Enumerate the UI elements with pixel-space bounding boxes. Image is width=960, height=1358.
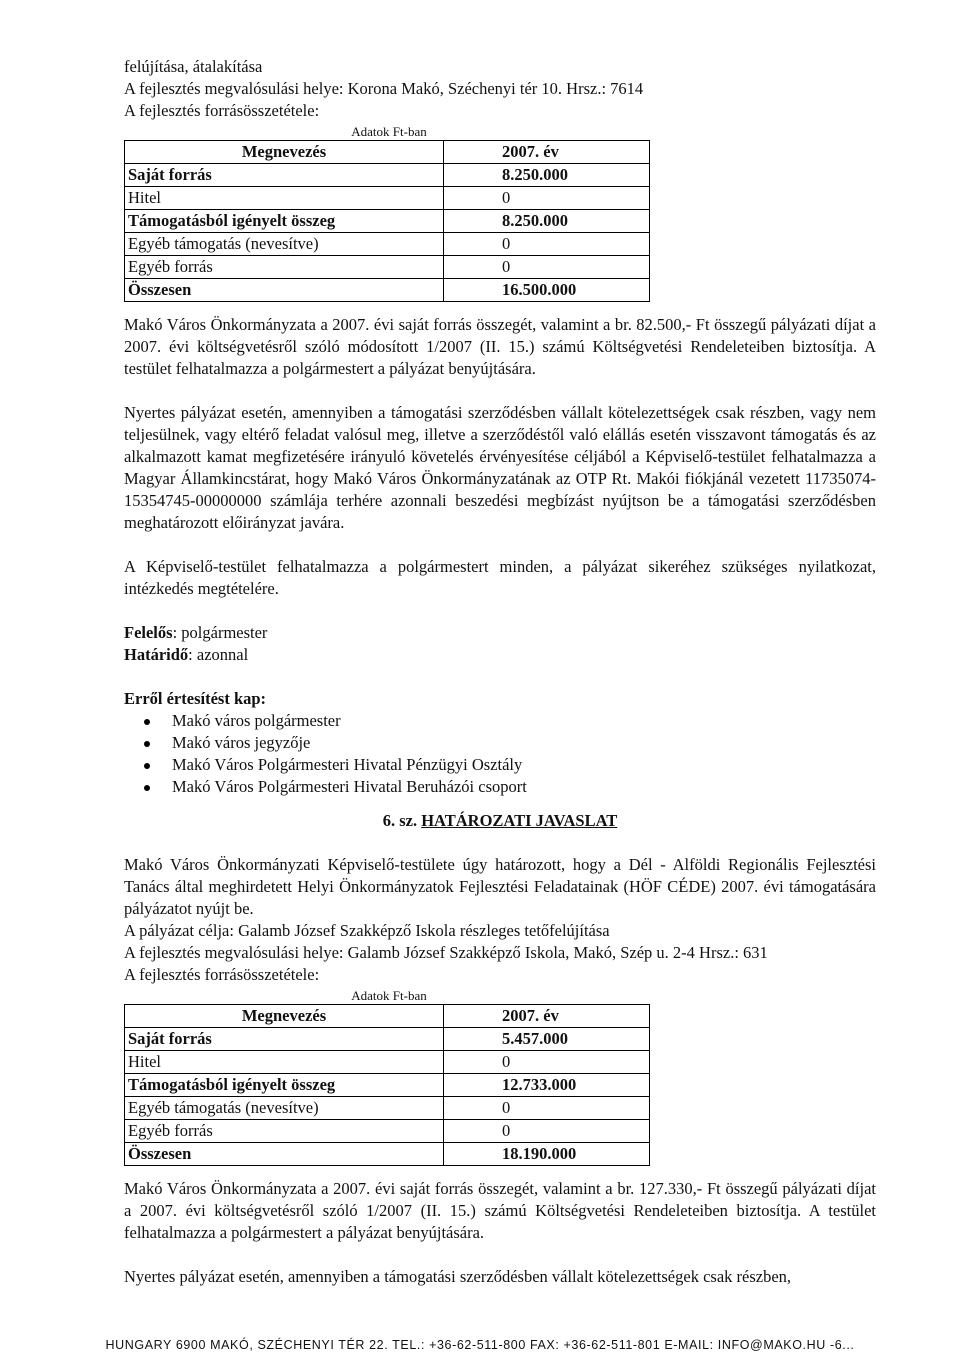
- funding-sources-heading: A fejlesztés forrásösszetétele:: [124, 101, 320, 120]
- development-location: A fejlesztés megvalósulási helye: Korona Makó, Széchenyi tér 10. Hrsz.: 7614: [124, 79, 644, 98]
- header-name: Megnevezés: [125, 141, 444, 164]
- document-page: [124, 56, 876, 1288]
- row-value: 0: [444, 256, 650, 279]
- paragraph: Makó Város Önkormányzata a 2007. évi saját forrás összegét, valamint a br. 82.500,- Ft összegű pályázati díjat a 2007. évi költségvetésről szóló módosított 1/2007 (II. 15.) számú Költségvetési Rendeleteiben biztosítja. A testület felhatalmazza a polgármestert a pályázat benyújtására.: [124, 315, 876, 378]
- bullet-icon: [144, 785, 150, 791]
- project-goal: A pályázat célja: Galamb József Szakképző Iskola részleges tetőfelújítása: [124, 921, 610, 940]
- table-caption: Adatok Ft-ban: [351, 124, 427, 139]
- row-value: 18.190.000: [444, 1143, 650, 1166]
- header-year: 2007. év: [444, 141, 650, 164]
- paragraph: Nyertes pályázat esetén, amennyiben a támogatási szerződésben vállalt kötelezettségek csak részben,: [124, 1267, 792, 1286]
- responsible-label: Felelős: [124, 623, 173, 642]
- table-row: [125, 1074, 650, 1097]
- list-item: Makó Város Polgármesteri Hivatal Pénzügyi Osztály: [124, 754, 876, 776]
- table-header-row: [125, 141, 650, 164]
- page-footer: HUNGARY 6900 MAKÓ, SZÉCHENYI TÉR 22. TEL.: +36-62-511-800 FAX: +36-62-511-801 E-MAIL: INFO@MAKO.HU -6...: [105, 1338, 855, 1352]
- row-value: 16.500.000: [444, 279, 650, 302]
- row-label: Hitel: [125, 187, 444, 210]
- table-row: [125, 1143, 650, 1166]
- row-label: Saját forrás: [125, 164, 444, 187]
- recipient-list: [124, 710, 876, 798]
- row-label: Egyéb forrás: [125, 1120, 444, 1143]
- table-row: [125, 1028, 650, 1051]
- paragraph: A Képviselő-testület felhatalmazza a polgármestert minden, a pályázat sikeréhez szükséges nyilatkozat, intézkedés megtételére.: [124, 557, 876, 598]
- responsible-value: : polgármester: [172, 623, 268, 642]
- table-row: [125, 279, 650, 302]
- paragraph: Nyertes pályázat esetén, amennyiben a támogatási szerződésben vállalt kötelezettségek csak részben, vagy nem teljesülnek, vagy eltérő feladat valósul meg, illetve a szerződéstől való elállás esetén visszavont támogatás és az alkalmazott kamat megfizetésére irányuló követelés érvényesítése céljából a Képviselő-testület felhatalmazza a Magyar Államkincstárat, hogy Makó Város Önkormányzatának az OTP Rt. Makói fiókjánál vezetett 11735074-15354745-00000000 számlája terhére azonnali beszedési megbízást nyújtson be a támogatási szerződésben meghatározott előirányzat javára.: [124, 403, 876, 532]
- list-item: Makó város polgármester: [124, 710, 876, 732]
- development-location: A fejlesztés megvalósulási helye: Galamb József Szakképző Iskola, Makó, Szép u. 2-4 Hrsz.: 631: [124, 943, 768, 962]
- header-year: 2007. év: [444, 1005, 650, 1028]
- table-row: [125, 1051, 650, 1074]
- row-label: Összesen: [125, 1143, 444, 1166]
- row-label: Támogatásból igényelt összeg: [125, 1074, 444, 1097]
- row-value: 0: [444, 1097, 650, 1120]
- bullet-icon: [144, 719, 150, 725]
- row-value: 0: [444, 187, 650, 210]
- row-value: 12.733.000: [444, 1074, 650, 1097]
- bullet-icon: [144, 763, 150, 769]
- paragraph: Makó Város Önkormányzata a 2007. évi saját forrás összegét, valamint a br. 127.330,- Ft összegű pályázati díjat a 2007. évi költségvetésről szóló 1/2007 (II. 15.) számú Költségvetési Rendeleteiben biztosítja. A testület felhatalmazza a polgármestert a pályázat benyújtására.: [124, 1179, 876, 1242]
- row-label: Saját forrás: [125, 1028, 444, 1051]
- table-row: [125, 164, 650, 187]
- deadline-value: : azonnal: [188, 645, 249, 664]
- table-row: [125, 187, 650, 210]
- resolution-number: 6. sz.: [382, 811, 422, 830]
- header-name: Megnevezés: [125, 1005, 444, 1028]
- row-label: Hitel: [125, 1051, 444, 1074]
- bullet-icon: [144, 741, 150, 747]
- deadline-line: [124, 644, 876, 666]
- row-value: 0: [444, 1120, 650, 1143]
- row-value: 0: [444, 1051, 650, 1074]
- table-row: [125, 1097, 650, 1120]
- paragraph: Makó Város Önkormányzati Képviselő-testülete úgy határozott, hogy a Dél - Alföldi Regionális Fejlesztési Tanács által meghirdetett Helyi Önkormányzatok Fejlesztési Feladatainak (HÖF CÉDE) 2007. évi támogatására pályázatot nyújt be.: [124, 855, 876, 918]
- row-label: Egyéb támogatás (nevesítve): [125, 1097, 444, 1120]
- text-line: felújítása, átalakítása: [124, 57, 263, 76]
- list-item: Makó Város Polgármesteri Hivatal Beruházói csoport: [124, 776, 876, 798]
- row-value: 8.250.000: [444, 210, 650, 233]
- responsible-line: [124, 622, 876, 644]
- row-label: Egyéb támogatás (nevesítve): [125, 233, 444, 256]
- deadline-label: Határidő: [124, 645, 189, 664]
- row-label: Támogatásból igényelt összeg: [125, 210, 444, 233]
- list-item: Makó város jegyzője: [124, 732, 876, 754]
- resolution-heading: HATÁROZATI JAVASLAT: [421, 811, 618, 830]
- table-row: [125, 256, 650, 279]
- table-header-row: [125, 1005, 650, 1028]
- row-value: 0: [444, 233, 650, 256]
- table-row: [125, 233, 650, 256]
- table-row: [125, 210, 650, 233]
- table-row: [125, 1120, 650, 1143]
- resolution-title: [124, 810, 876, 832]
- row-value: 8.250.000: [444, 164, 650, 187]
- funding-sources-heading: A fejlesztés forrásösszetétele:: [124, 965, 320, 984]
- row-label: Egyéb forrás: [125, 256, 444, 279]
- table-caption: Adatok Ft-ban: [351, 988, 427, 1003]
- notify-heading: Erről értesítést kap:: [124, 689, 267, 708]
- funding-table-2: [124, 1004, 650, 1166]
- funding-table-1: [124, 140, 650, 302]
- row-label: Összesen: [125, 279, 444, 302]
- row-value: 5.457.000: [444, 1028, 650, 1051]
